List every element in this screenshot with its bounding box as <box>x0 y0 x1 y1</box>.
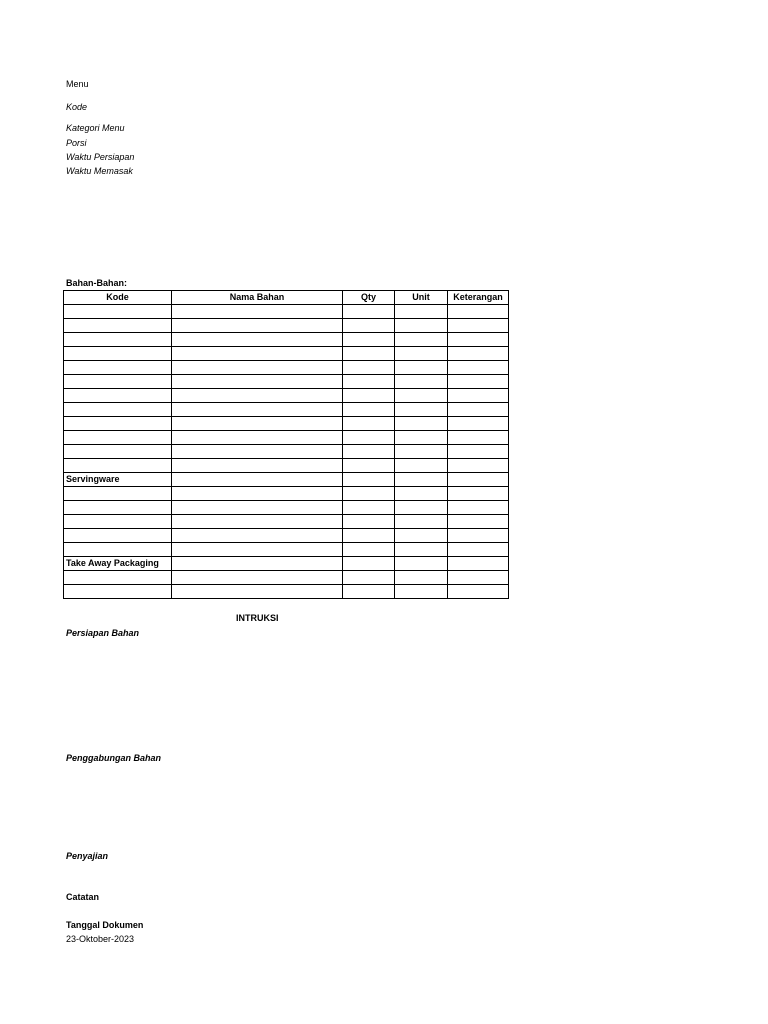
table-row <box>64 375 509 389</box>
porsi-label: Porsi <box>66 138 87 148</box>
waktu-memasak-label: Waktu Memasak <box>66 166 133 176</box>
table-row <box>64 529 509 543</box>
col-nama-bahan: Nama Bahan <box>172 291 343 305</box>
tanggal-dokumen-label: Tanggal Dokumen <box>66 920 144 930</box>
kode-label: Kode <box>66 102 88 112</box>
instruksi-title: INTRUKSI <box>236 613 279 623</box>
kategori-menu-label: Kategori Menu <box>66 123 125 133</box>
bahan-title: Bahan-Bahan: <box>66 278 128 288</box>
col-keterangan: Keterangan <box>448 291 509 305</box>
penggabungan-bahan-label: Penggabungan Bahan <box>66 753 162 763</box>
table-row <box>64 487 509 501</box>
ingredients-table <box>63 290 509 599</box>
col-kode: Kode <box>64 291 172 305</box>
col-unit: Unit <box>395 291 448 305</box>
table-row <box>64 445 509 459</box>
tanggal-dokumen-value: 23-Oktober-2023 <box>66 934 135 944</box>
servingware-label: Servingware <box>64 473 172 487</box>
servingware-row <box>64 473 509 487</box>
table-row <box>64 459 509 473</box>
table-row <box>64 333 509 347</box>
col-qty: Qty <box>343 291 395 305</box>
table-header-row <box>64 291 509 305</box>
persiapan-bahan-label: Persiapan Bahan <box>66 628 140 638</box>
table-row <box>64 417 509 431</box>
table-row <box>64 389 509 403</box>
table-row <box>64 347 509 361</box>
table-row <box>64 431 509 445</box>
table-row <box>64 501 509 515</box>
table-row <box>64 319 509 333</box>
penyajian-label: Penyajian <box>66 851 109 861</box>
table-row <box>64 361 509 375</box>
takeaway-row <box>64 557 509 571</box>
table-row <box>64 543 509 557</box>
table-row <box>64 585 509 599</box>
waktu-persiapan-label: Waktu Persiapan <box>66 152 135 162</box>
table-row <box>64 305 509 319</box>
table-row <box>64 571 509 585</box>
table-row <box>64 515 509 529</box>
table-row <box>64 403 509 417</box>
menu-label: Menu <box>66 79 89 89</box>
takeaway-packaging-label: Take Away Packaging <box>64 557 172 571</box>
catatan-label: Catatan <box>66 892 100 902</box>
